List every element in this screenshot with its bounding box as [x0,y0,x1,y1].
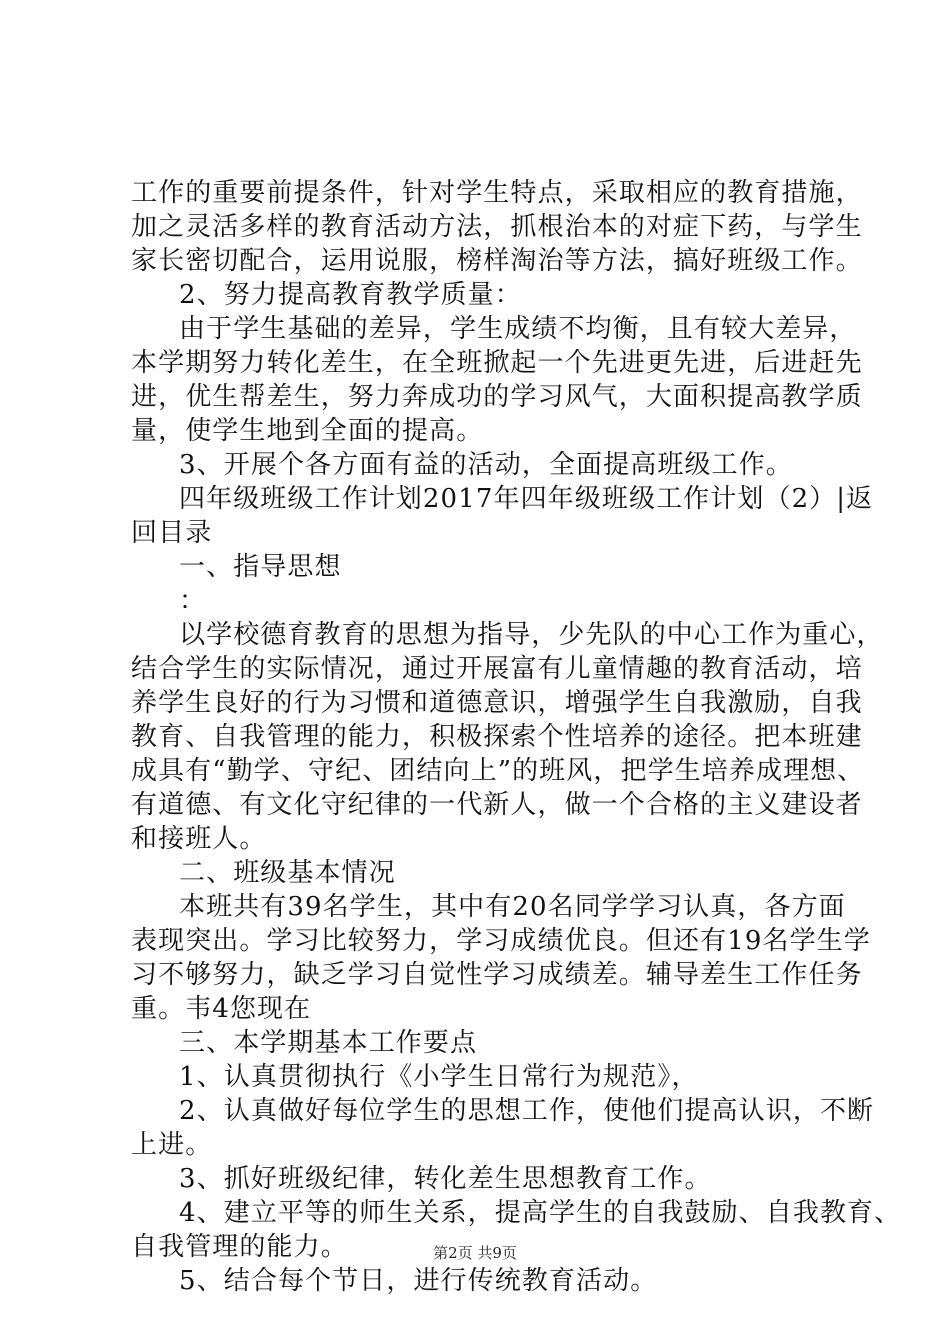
text-line: 上进。 [131,1130,213,1160]
text-line: 自我管理的能力。 [131,1232,348,1262]
text-line: 重。韦4您现在 [131,994,312,1024]
text-line: 以学校德育教育的思想为指导，少先队的中心工作为重心， [179,620,884,650]
text-line: 教育、自我管理的能力，积极探索个性培养的途径。把本班建 [131,722,863,752]
page-footer: 第2页 共9页 [433,1244,517,1262]
text-line: 四年级班级工作计划2017年四年级班级工作计划（2）|返 [179,484,874,514]
text-line: 家长密切配合，运用说服，榜样淘治等方法，搞好班级工作。 [131,246,863,276]
text-line: 进，优生帮差生，努力奔成功的学习风气，大面积提高教学质 [131,382,863,412]
text-line: 习不够努力，缺乏学习自觉性学习成绩差。辅导差生工作任务 [131,960,863,990]
text-line: 和接班人。 [131,824,267,854]
text-line: 由于学生基础的差异，学生成绩不均衡，且有较大差异， [179,314,857,344]
text-line: 量，使学生地到全面的提高。 [131,416,484,446]
text-line: 2、努力提高教育教学质量： [179,280,522,310]
text-line: 三、本学期基本工作要点 [179,1028,478,1058]
text-line: 二、班级基本情况 [179,858,396,888]
text-line: 一、指导思想 [179,552,342,582]
text-line: 养学生良好的行为习惯和道德意识，增强学生自我激励，自我 [131,688,863,718]
text-line: 3、开展个各方面有益的活动，全面提高班级工作。 [179,450,793,480]
text-line: 有道德、有文化守纪律的一代新人，做一个合格的主义建设者 [131,790,863,820]
text-line: 结合学生的实际情况，通过开展富有儿童情趣的教育活动，培 [131,654,863,684]
document-body [131,176,902,1298]
text-line: 本班共有39名学生，其中有20名同学学习认真，各方面 [179,892,846,922]
text-line: 2、认真做好每位学生的思想工作，使他们提高认识，不断 [179,1096,875,1126]
text-line: 表现突出。学习比较努力，学习成绩优良。但还有19名学生学 [131,926,871,956]
text-line: 4、建立平等的师生关系，提高学生的自我鼓励、自我教育、 [179,1198,902,1228]
text-line: 加之灵活多样的教育活动方法，抓根治本的对症下药，与学生 [131,212,863,242]
text-line: 工作的重要前提条件，针对学生特点，采取相应的教育措施， [131,178,863,208]
text-line: 成具有“勤学、守纪、团结向上”的班风，把学生培养成理想、 [131,756,865,786]
text-line: ： [179,586,207,616]
text-line: 5、结合每个节日，进行传统教育活动。 [179,1266,658,1296]
text-line: 1、认真贯彻执行《小学生日常行为规范》， [179,1062,699,1092]
text-line: 回目录 [131,518,213,548]
text-line: 3、抓好班级纪律，转化差生思想教育工作。 [179,1164,712,1194]
text-line: 本学期努力转化差生，在全班掀起一个先进更先进，后进赶先 [131,348,863,378]
